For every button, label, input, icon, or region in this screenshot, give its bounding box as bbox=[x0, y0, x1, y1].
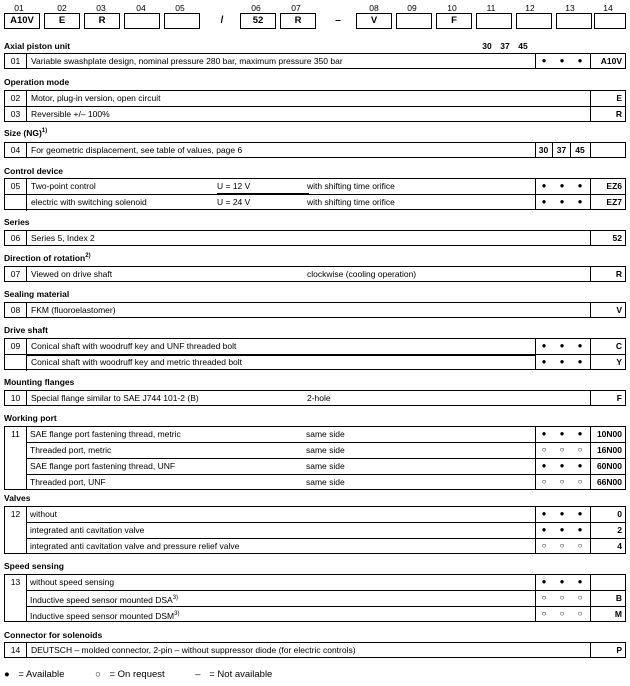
pos-14: 14 bbox=[603, 3, 613, 13]
legend-request: = On request bbox=[109, 669, 165, 680]
table-row bbox=[26, 538, 626, 554]
row-label: FKM (fluoroelastomer) bbox=[31, 305, 116, 315]
row-note: 2-hole bbox=[307, 393, 331, 403]
row-label: Threaded port, UNF bbox=[30, 477, 106, 487]
availability-mark: ● bbox=[559, 56, 565, 65]
legend bbox=[4, 669, 272, 680]
section-title-working: Working port bbox=[4, 413, 57, 423]
pos-09: 09 bbox=[407, 3, 417, 13]
code-box-03: R bbox=[84, 13, 120, 29]
row-label: Special flange similar to SAE J744 101-2 (B) bbox=[31, 393, 199, 403]
availability-mark: ● bbox=[577, 357, 583, 366]
col-header-45: 45 bbox=[518, 41, 528, 51]
availability-mark: ● bbox=[541, 577, 547, 586]
dash-separator: – bbox=[335, 15, 341, 26]
availability-mark: ○ bbox=[559, 477, 565, 486]
code-box-04 bbox=[124, 13, 160, 29]
availability-mark: ● bbox=[559, 357, 565, 366]
availability-mark: ○ bbox=[577, 541, 583, 550]
row-label: electric with switching solenoid bbox=[31, 197, 147, 207]
pos-02: 02 bbox=[57, 3, 67, 13]
option-code bbox=[590, 575, 625, 590]
row-label: Motor, plug-in version, open circuit bbox=[31, 93, 161, 103]
section-title-drive: Drive shaft bbox=[4, 325, 48, 335]
row-label: For geometric displacement, see table of values, page 6 bbox=[31, 145, 243, 155]
option-code: E bbox=[590, 91, 625, 106]
pos-04: 04 bbox=[136, 3, 146, 13]
code-box-08: V bbox=[356, 13, 392, 29]
row-label: Conical shaft with woodruff key and metric threaded bolt bbox=[31, 357, 243, 367]
availability-mark: ○ bbox=[541, 609, 547, 618]
table-row bbox=[26, 590, 626, 606]
row-number: 10 bbox=[5, 391, 27, 405]
section-title-axial: Axial piston unit bbox=[4, 41, 71, 51]
availability-mark: ● bbox=[559, 181, 565, 190]
table-row bbox=[26, 522, 626, 538]
col-header-37: 37 bbox=[500, 41, 510, 51]
pos-13: 13 bbox=[565, 3, 575, 13]
pos-11: 11 bbox=[486, 3, 496, 13]
availability-mark: ○ bbox=[541, 445, 547, 454]
option-code: M bbox=[590, 607, 625, 621]
row-number: 11 bbox=[5, 427, 27, 489]
table-row bbox=[4, 230, 626, 246]
row-label: Inductive speed sensor mounted DSA$^{3)}$ bbox=[30, 594, 179, 605]
row-number: 13 bbox=[5, 575, 27, 621]
availability-mark: ● bbox=[559, 461, 565, 470]
pos-12: 12 bbox=[525, 3, 535, 13]
legend-na-symbol: – bbox=[195, 669, 201, 680]
section-title-series: Series bbox=[4, 217, 30, 227]
availability-mark: ● bbox=[577, 461, 583, 470]
row-label: Reversible +/– 100% bbox=[31, 109, 110, 119]
row-label: Viewed on drive shaft bbox=[31, 269, 113, 279]
legend-available-symbol: ● bbox=[4, 669, 10, 680]
availability-mark: ● bbox=[559, 429, 565, 438]
availability-mark: ● bbox=[541, 357, 547, 366]
availability-mark: ○ bbox=[541, 593, 547, 602]
voltage: U = 12 V bbox=[217, 179, 309, 194]
section-title-control: Control device bbox=[4, 166, 64, 176]
option-code: F bbox=[590, 391, 625, 405]
availability-mark: ○ bbox=[541, 477, 547, 486]
option-code: 10N00 bbox=[590, 427, 625, 442]
availability-mark: ● bbox=[577, 525, 583, 534]
option-code: V bbox=[590, 303, 625, 317]
size-37: 37 bbox=[553, 143, 571, 157]
row-number: 02 bbox=[5, 91, 27, 106]
section-title-valves: Valves bbox=[4, 493, 31, 503]
pos-10: 10 bbox=[447, 3, 457, 13]
option-code: Y bbox=[590, 355, 625, 369]
option-code: EZ7 bbox=[590, 195, 625, 209]
availability-mark: ● bbox=[541, 461, 547, 470]
legend-available: = Available bbox=[18, 669, 65, 680]
row-label: Inductive speed sensor mounted DSM$^{3)}$ bbox=[30, 610, 180, 621]
availability-mark: ○ bbox=[559, 593, 565, 602]
section-title-rotation: Direction of rotation$^{2)}$ bbox=[4, 253, 91, 263]
code-box-09 bbox=[396, 13, 432, 29]
availability-mark: ○ bbox=[577, 609, 583, 618]
row-number: 05 bbox=[5, 179, 27, 211]
row-note: with shifting time orifice bbox=[307, 197, 395, 207]
code-box-13 bbox=[556, 13, 592, 29]
availability-mark: ● bbox=[577, 429, 583, 438]
section-title-connector: Connector for solenoids bbox=[4, 630, 103, 640]
section-title-operation: Operation mode bbox=[4, 77, 70, 87]
row-note: clockwise (cooling operation) bbox=[307, 269, 417, 279]
size-30: 30 bbox=[535, 143, 553, 157]
table-row bbox=[4, 642, 626, 658]
code-box-12 bbox=[516, 13, 552, 29]
row-number: 14 bbox=[5, 643, 27, 657]
code-box-06: 52 bbox=[240, 13, 276, 29]
table-row bbox=[26, 606, 626, 622]
row-note: same side bbox=[306, 445, 345, 455]
row-number: 07 bbox=[5, 267, 27, 281]
legend-na: = Not available bbox=[209, 669, 273, 680]
row-label: SAE flange port fastening thread, UNF bbox=[30, 461, 176, 471]
table-row bbox=[26, 474, 626, 490]
row-label: SAE flange port fastening thread, metric bbox=[30, 429, 181, 439]
row-number: 04 bbox=[5, 143, 27, 157]
row-number: 09 bbox=[5, 339, 27, 371]
row-label: DEUTSCH – molded connector, 2-pin – without suppressor diode (for electric controls) bbox=[31, 645, 356, 655]
availability-mark: ● bbox=[577, 577, 583, 586]
availability-mark: ○ bbox=[559, 609, 565, 618]
table-row bbox=[4, 194, 626, 210]
availability-mark: ○ bbox=[559, 445, 565, 454]
option-code bbox=[590, 143, 625, 157]
row-number: 03 bbox=[5, 107, 27, 121]
row-label: integrated anti cavitation valve bbox=[30, 525, 145, 535]
table-row bbox=[4, 106, 626, 122]
availability-mark: ● bbox=[559, 525, 565, 534]
option-code: 2 bbox=[590, 523, 625, 538]
availability-mark: ● bbox=[559, 577, 565, 586]
availability-mark: ○ bbox=[541, 541, 547, 550]
availability-mark: ● bbox=[577, 56, 583, 65]
pos-06: 06 bbox=[251, 3, 261, 13]
availability-mark: ● bbox=[559, 509, 565, 518]
availability-mark: ○ bbox=[559, 541, 565, 550]
pos-07: 07 bbox=[291, 3, 301, 13]
availability-mark: ● bbox=[541, 56, 547, 65]
option-code: 4 bbox=[590, 539, 625, 553]
option-code: 0 bbox=[590, 507, 625, 522]
table-row bbox=[4, 354, 626, 370]
option-code: 16N00 bbox=[590, 443, 625, 458]
table-row bbox=[26, 458, 626, 474]
table-row bbox=[26, 574, 626, 590]
table-row bbox=[4, 266, 626, 282]
option-code: R bbox=[590, 107, 625, 121]
table-row bbox=[26, 426, 626, 442]
section-title-mounting: Mounting flanges bbox=[4, 377, 75, 387]
legend-request-symbol: ○ bbox=[95, 669, 101, 680]
availability-mark: ● bbox=[541, 509, 547, 518]
pos-08: 08 bbox=[369, 3, 379, 13]
option-code: 66N00 bbox=[590, 475, 625, 489]
availability-mark: ○ bbox=[577, 593, 583, 602]
row-label: Conical shaft with woodruff key and UNF threaded bolt bbox=[31, 341, 237, 351]
availability-mark: ● bbox=[559, 341, 565, 350]
table-row bbox=[4, 90, 626, 106]
row-label: Series 5, Index 2 bbox=[31, 233, 95, 243]
row-number: 12 bbox=[5, 507, 27, 553]
table-row bbox=[26, 506, 626, 522]
table-row bbox=[4, 338, 626, 354]
option-code: C bbox=[590, 339, 625, 354]
section-title-sealing: Sealing material bbox=[4, 289, 70, 299]
row-note: same side bbox=[306, 461, 345, 471]
code-box-01: A10V bbox=[4, 13, 40, 29]
availability-mark: ● bbox=[541, 429, 547, 438]
row-note: same side bbox=[306, 429, 345, 439]
option-code: 52 bbox=[590, 231, 625, 245]
availability-mark: ○ bbox=[577, 477, 583, 486]
availability-mark: ● bbox=[577, 197, 583, 206]
availability-mark: ● bbox=[577, 341, 583, 350]
code-box-02: E bbox=[44, 13, 80, 29]
row-note: with shifting time orifice bbox=[307, 181, 395, 191]
row-label: integrated anti cavitation valve and pressure relief valve bbox=[30, 541, 240, 551]
option-code: 60N00 bbox=[590, 459, 625, 474]
code-box-05 bbox=[164, 13, 200, 29]
col-header-30: 30 bbox=[482, 41, 492, 51]
availability-mark: ● bbox=[541, 197, 547, 206]
availability-mark: ● bbox=[541, 341, 547, 350]
table-row bbox=[4, 302, 626, 318]
table-row bbox=[26, 442, 626, 458]
code-box-07: R bbox=[280, 13, 316, 29]
option-code: EZ6 bbox=[590, 179, 625, 194]
table-row bbox=[4, 53, 626, 69]
section-title-size: Size (NG)$^{1)}$ bbox=[4, 128, 48, 138]
code-box-11 bbox=[476, 13, 512, 29]
availability-mark: ○ bbox=[577, 445, 583, 454]
table-row bbox=[4, 142, 626, 158]
row-note: same side bbox=[306, 477, 345, 487]
row-number: 08 bbox=[5, 303, 27, 317]
row-number: 01 bbox=[5, 54, 27, 68]
section-title-speed: Speed sensing bbox=[4, 561, 64, 571]
voltage: U = 24 V bbox=[217, 197, 251, 207]
availability-mark: ● bbox=[541, 181, 547, 190]
availability-mark: ● bbox=[577, 509, 583, 518]
option-code: B bbox=[590, 591, 625, 606]
row-label: without bbox=[30, 509, 57, 519]
option-code: A10V bbox=[590, 54, 625, 68]
row-label: Two-point control bbox=[31, 181, 96, 191]
row-label: Variable swashplate design, nominal pressure 280 bar, maximum pressure 350 bar bbox=[31, 56, 343, 66]
option-code: R bbox=[590, 267, 625, 281]
availability-mark: ● bbox=[559, 197, 565, 206]
pos-03: 03 bbox=[96, 3, 106, 13]
size-45: 45 bbox=[575, 145, 585, 155]
pos-01: 01 bbox=[14, 3, 24, 13]
code-box-14 bbox=[594, 13, 626, 29]
pos-05: 05 bbox=[175, 3, 185, 13]
code-box-10: F bbox=[436, 13, 472, 29]
row-label: without speed sensing bbox=[30, 577, 115, 587]
availability-mark: ● bbox=[577, 181, 583, 190]
option-code: P bbox=[590, 643, 625, 657]
row-label: Threaded port, metric bbox=[30, 445, 112, 455]
availability-mark: ● bbox=[541, 525, 547, 534]
row-number: 06 bbox=[5, 231, 27, 245]
slash-separator: / bbox=[220, 15, 224, 26]
table-row bbox=[4, 390, 626, 406]
table-row bbox=[4, 178, 626, 194]
